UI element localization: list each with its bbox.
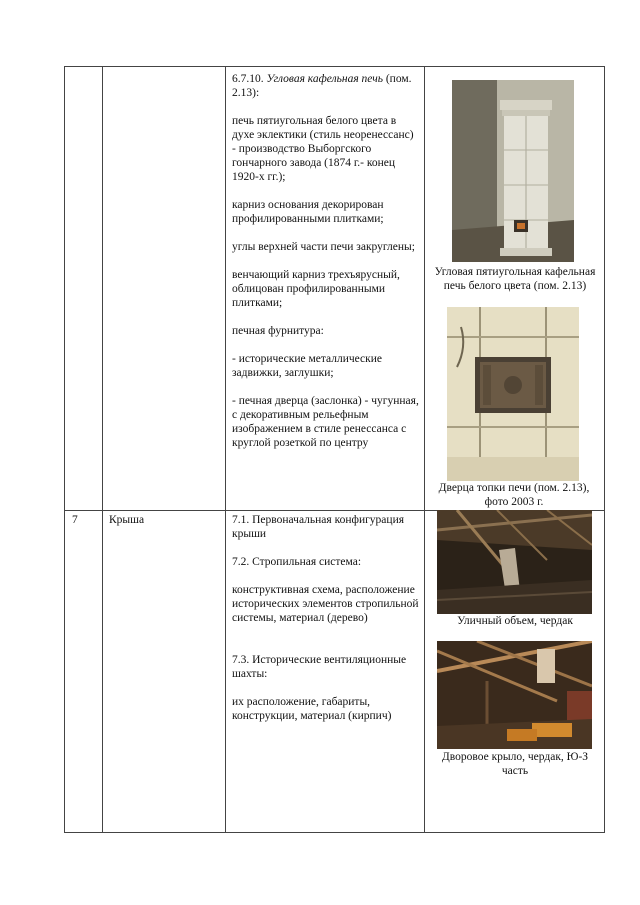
stove-door-photo-caption: Дверца топки печи (пом. 2.13), фото 2003 г. — [438, 482, 590, 508]
stove-photo — [452, 80, 574, 262]
stove-door-photo — [447, 307, 579, 481]
roof-rafters-detail-text: конструктивная схема, расположение исторических элементов стропильной системы, материал (дерево) — [232, 584, 419, 624]
column-divider — [424, 67, 425, 832]
stove-photo-caption: Угловая пятиугольная кафельная печь белого цвета (пом. 2.13) — [434, 266, 596, 292]
stove-base-cornice-text: карниз основания декорирован профилированными плитками; — [232, 199, 384, 225]
row-number: 7 — [72, 514, 78, 526]
column-divider — [225, 67, 226, 832]
column-divider — [102, 67, 103, 832]
roof-rafters-text: 7.2. Стропильная система: — [232, 556, 362, 568]
courtyard-attic-caption: Дворовое крыло, чердак, Ю-З часть — [441, 751, 589, 777]
stove-corners-text: углы верхней части печи закруглены; — [232, 241, 415, 253]
heritage-table — [64, 66, 605, 833]
roof-vent-detail-text: их расположение, габариты, конструкции, материал (кирпич) — [232, 696, 392, 722]
roof-vent-shafts-text: 7.3. Исторические вентиляционные шахты: — [232, 654, 407, 680]
stove-top-cornice-text: венчающий карниз трехъярусный, облицован профилированными плитками; — [232, 269, 400, 309]
stove-fittings-text: печная фурнитура: — [232, 325, 324, 337]
roof-config-text: 7.1. Первоначальная конфигурация крыши — [232, 514, 405, 540]
row-roof-description — [232, 513, 420, 737]
street-attic-photo — [437, 510, 592, 614]
row-stove-description — [232, 72, 420, 464]
stove-door-text: - печная дверца (заслонка) - чугунная, с декоративным рельефным изображением в стиле ренессанса с круглой розеткой по центру — [232, 395, 419, 449]
stove-style-text: печь пятиугольная белого цвета в духе эклектики (стиль неоренессанс) - производство Выборгского гончарного завода (1874 г.- конец 1920-х гг.); — [232, 115, 414, 183]
stove-heading: 6.7.10. Угловая кафельная печь (пом. 2.13): — [232, 73, 412, 99]
street-attic-caption: Уличный объем, чердак — [457, 615, 573, 627]
courtyard-attic-photo — [437, 641, 592, 749]
stove-dampers-text: - исторические металлические задвижки, заглушки; — [232, 353, 382, 379]
row-name: Крыша — [109, 514, 145, 526]
